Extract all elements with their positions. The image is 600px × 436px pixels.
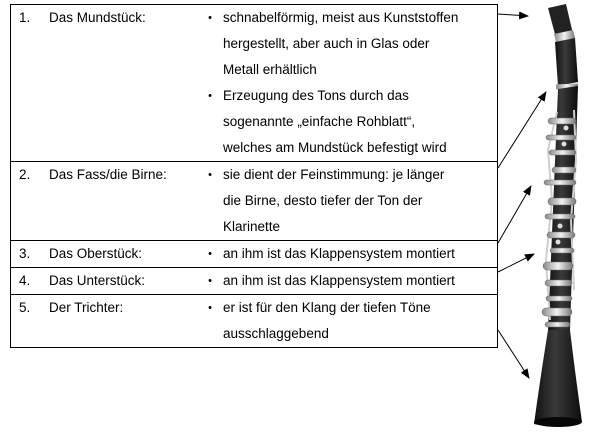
part-name: Das Fass/die Birne: <box>49 167 167 182</box>
arrow-fass <box>498 92 546 168</box>
bullet-text-line: welches am Mundstück befestigt wird <box>223 140 447 155</box>
bullet-text-line: ausschlaggebend <box>223 326 329 341</box>
bell-shape <box>534 330 582 427</box>
bullet-icon: • <box>208 248 212 260</box>
bullet-icon: • <box>208 90 212 102</box>
bullet-text-line: Klarinette <box>223 219 281 234</box>
bullet-text-line: sie dient der Feinstimmung: je länger <box>223 167 445 182</box>
clarinet-icon <box>534 4 582 427</box>
part-name: Der Trichter: <box>49 300 124 315</box>
part-number: 4. <box>19 273 31 288</box>
bullet-icon: • <box>208 275 212 287</box>
bullet-text-line: sogenannte „einfache Rohblatt“, <box>223 114 416 129</box>
part-number: 3. <box>19 246 31 261</box>
arrow-mundstueck <box>498 14 528 16</box>
part-name: Das Mundstück: <box>49 10 146 25</box>
bullet-text-line: hergestellt, aber auch in Glas oder <box>223 36 430 51</box>
bullet-icon: • <box>208 302 212 314</box>
bullet-text-line: an ihm ist das Klappensystem montiert <box>223 273 455 288</box>
part-name: Das Unterstück: <box>49 273 146 288</box>
bullet-text-line: schnabelförmig, meist aus Kunststoffen <box>223 10 459 25</box>
bullet-text-line: die Birne, desto tiefer der Ton der <box>223 193 423 208</box>
bullet-icon: • <box>208 169 212 181</box>
arrow-oberstueck <box>498 186 531 243</box>
part-name: Das Oberstück: <box>49 246 143 261</box>
pointer-arrows <box>498 14 546 378</box>
arrow-unterstueck <box>498 254 534 272</box>
bullet-text-line: Erzeugung des Tons durch das <box>223 88 409 103</box>
part-number: 1. <box>19 10 31 25</box>
bullet-text-line: er ist für den Klang der tiefen Töne <box>223 300 431 315</box>
arrow-trichter <box>498 330 529 378</box>
bullet-text-line: an ihm ist das Klappensystem montiert <box>223 246 455 261</box>
bullet-text-line: Metall erhältlich <box>223 62 317 77</box>
bullet-icon: • <box>208 12 212 24</box>
part-number: 2. <box>19 167 31 182</box>
barrel-shape <box>555 38 578 86</box>
part-number: 5. <box>19 300 31 315</box>
